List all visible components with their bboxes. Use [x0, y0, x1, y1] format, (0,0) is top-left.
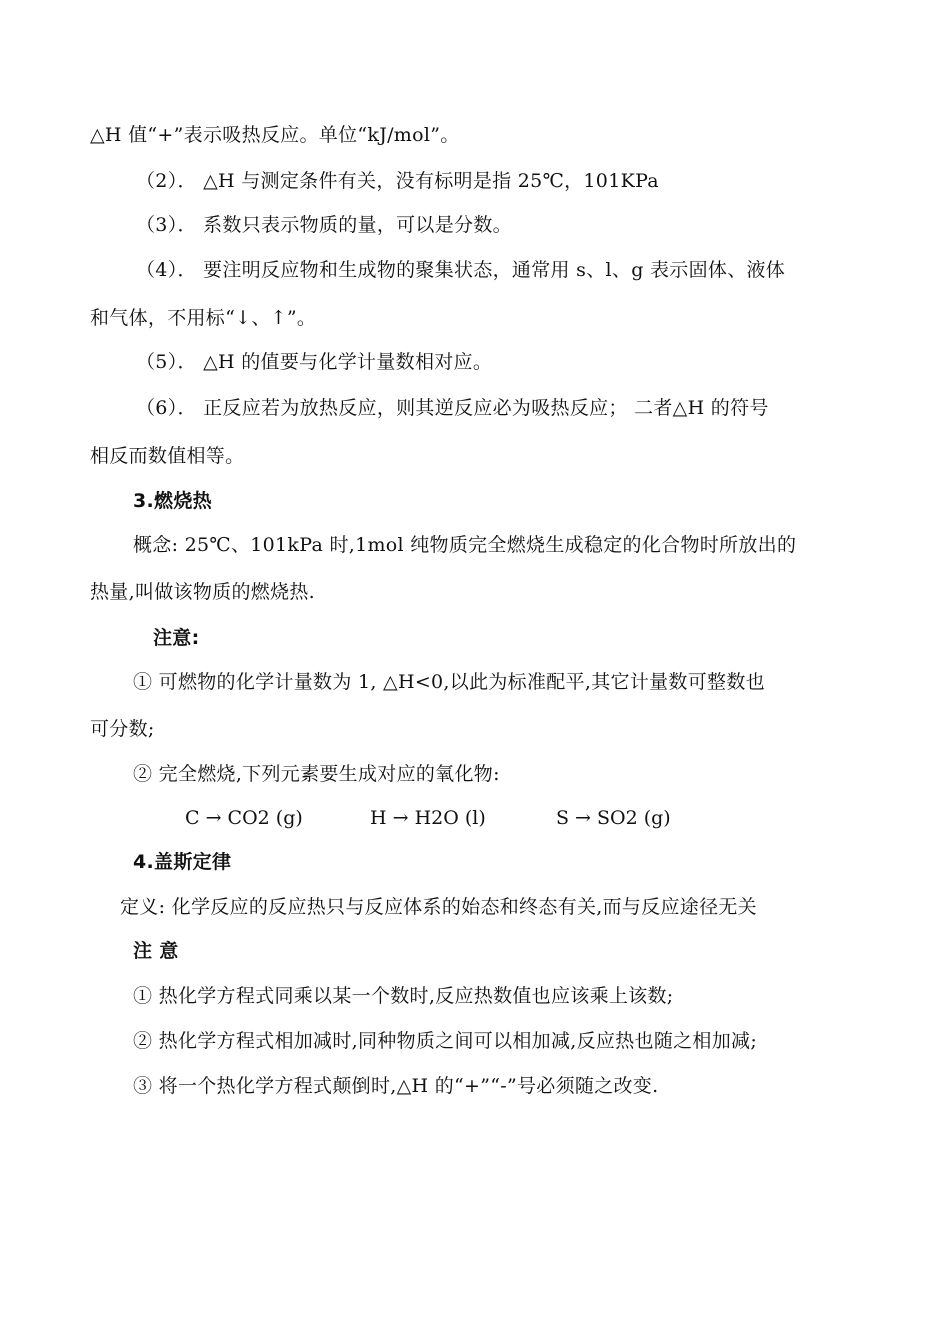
combustion-concept-line1: 概念: 25℃、101kPa 时,1mol 纯物质完全燃烧生成稳定的化合物时所放出的: [133, 534, 797, 556]
section-4-heading: 4.盖斯定律: [133, 851, 232, 873]
equation-carbon: C → CO2 (g): [185, 807, 303, 829]
combustion-note2: ② 完全燃烧,下列元素要生成对应的氧化物:: [133, 763, 500, 785]
text-line-point-5: （5）． △H 的值要与化学计量数相对应。: [136, 351, 493, 373]
combustion-note1-line1: ① 可燃物的化学计量数为 1, △H<0,以此为标准配平,其它计量数可整数也: [133, 671, 765, 693]
hess-note-heading: 注 意: [133, 940, 179, 962]
section-3-heading: 3.燃烧热: [133, 490, 212, 512]
equation-sulfur: S → SO2 (g): [556, 807, 671, 829]
combustion-note1-line2: 可分数;: [90, 718, 155, 740]
combustion-concept-line2: 热量,叫做该物质的燃烧热.: [90, 581, 315, 603]
text-line-point-4: （4）． 要注明反应物和生成物的聚集状态，通常用 s、l、g 表示固体、液体: [136, 259, 786, 281]
hess-note-2: ② 热化学方程式相加减时,同种物质之间可以相加减,反应热也随之相加减;: [133, 1030, 758, 1052]
text-line-point-6: （6）． 正反应若为放热反应，则其逆反应必为吸热反应； 二者△H 的符号: [136, 397, 769, 419]
hess-law-definition: 定义: 化学反应的反应热只与反应体系的始态和终态有关,而与反应途径无关: [120, 896, 757, 918]
oxide-equations: [0, 806, 950, 830]
hess-note-3: ③ 将一个热化学方程式颠倒时,△H 的“+”“-”号必须随之改变.: [133, 1075, 659, 1097]
hess-note-1: ① 热化学方程式同乘以某一个数时,反应热数值也应该乘上该数;: [133, 985, 674, 1007]
text-line-dh-positive: △H 值“+”表示吸热反应。单位“kJ/mol”。: [90, 124, 460, 146]
text-line-point-3: （3）． 系数只表示物质的量，可以是分数。: [136, 214, 512, 236]
text-line-point-2: （2）． △H 与测定条件有关，没有标明是指 25℃，101KPa: [136, 170, 659, 192]
text-line-point-6-cont: 相反而数值相等。: [90, 445, 245, 467]
equation-hydrogen: H → H2O (l): [370, 807, 486, 829]
text-line-point-4-cont: 和气体，不用标“↓、↑”。: [90, 307, 317, 329]
combustion-note-heading: 注意:: [153, 627, 200, 649]
